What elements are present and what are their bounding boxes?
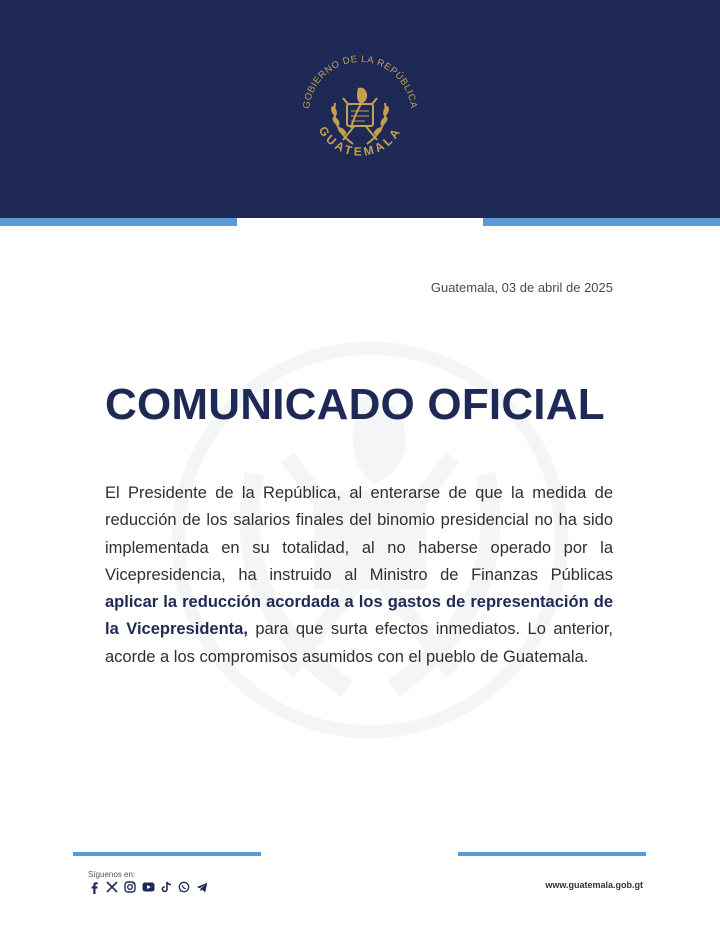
- header-stripe-left: [0, 218, 237, 226]
- statement-paragraph: [105, 480, 613, 671]
- x-icon[interactable]: [105, 880, 119, 894]
- telegram-icon[interactable]: [195, 880, 209, 894]
- seal-bottom-text: GUATEMALA: [315, 123, 405, 159]
- seal-top-text: GOBIERNO DE LA REPÚBLICA: [301, 53, 419, 110]
- document-date: Guatemala, 03 de abril de 2025: [430, 280, 613, 295]
- youtube-icon[interactable]: [141, 880, 155, 894]
- statement-text-part1: El Presidente de la República, al enterarse de que la medida de reducción de los salarios finales del binomio presidencial no ha sido implementada en su totalidad, al no haberse operado por la Vicepresidencia, ha instruido al Ministro de Finanzas Públicas: [105, 484, 613, 584]
- follow-label: Síguenos en:: [88, 870, 136, 879]
- instagram-icon[interactable]: [123, 880, 137, 894]
- government-seal: [295, 48, 425, 178]
- footer-line-left: [73, 852, 261, 856]
- tiktok-icon[interactable]: [159, 880, 173, 894]
- whatsapp-icon[interactable]: [177, 880, 191, 894]
- footer-line-right: [458, 852, 646, 856]
- facebook-icon[interactable]: [87, 880, 101, 894]
- page-title: COMUNICADO OFICIAL: [105, 380, 605, 429]
- statement-text-part2: para que surta efectos inmediatos. Lo anterior, acorde a los compromisos asumidos con el pueblo de Guatemala.: [105, 620, 613, 666]
- header-banner: [0, 0, 720, 218]
- statement-text-bold: aplicar la reducción acordada a los gastos de representación de la Vicepresidenta,: [105, 593, 613, 639]
- social-links: [87, 880, 209, 894]
- website-link[interactable]: www.guatemala.gob.gt: [545, 880, 643, 890]
- header-stripe-right: [483, 218, 720, 226]
